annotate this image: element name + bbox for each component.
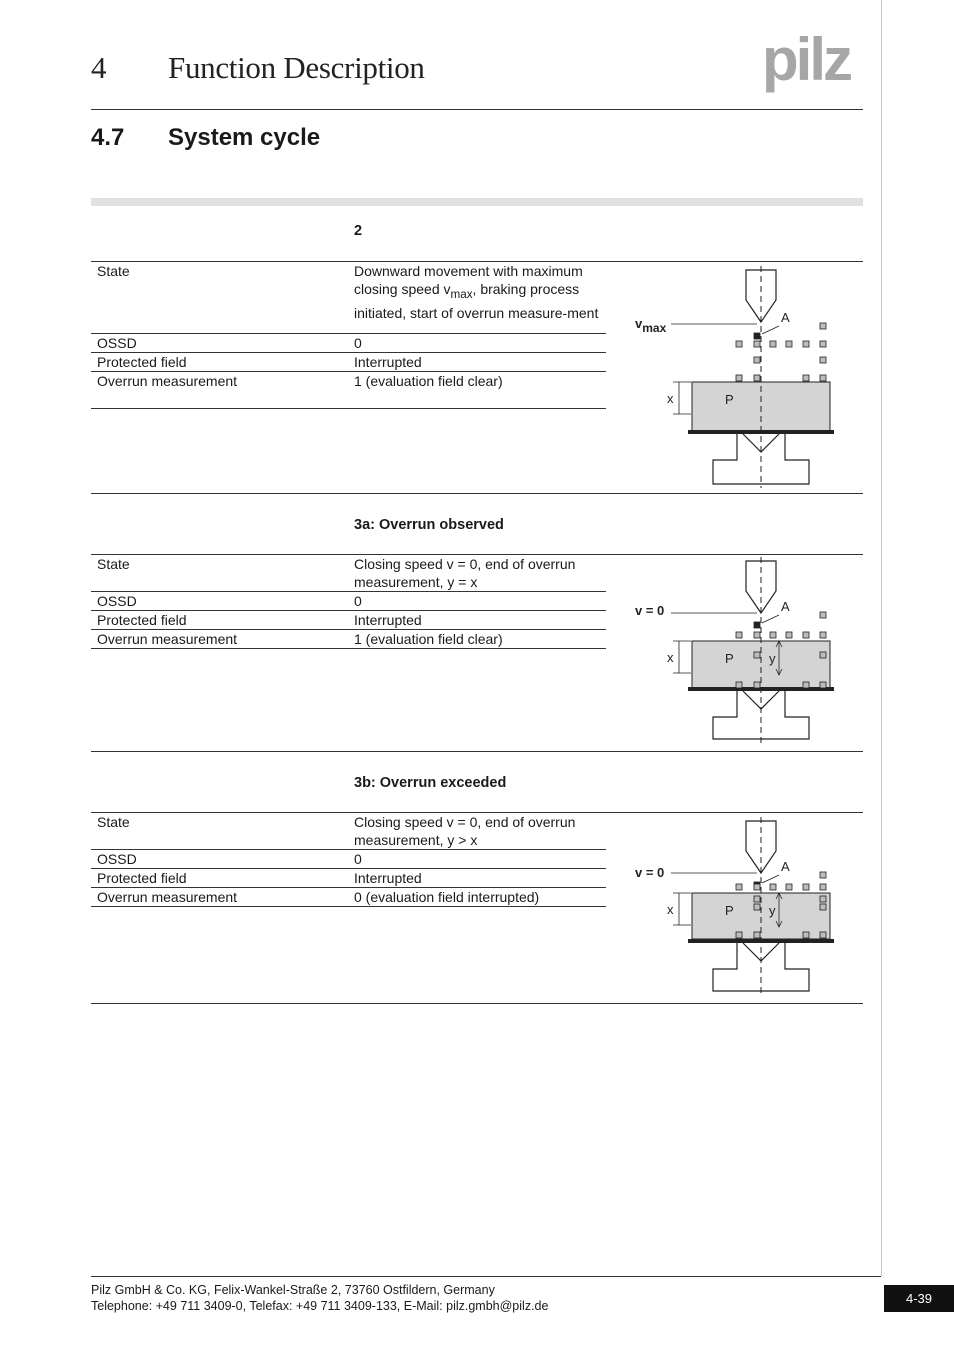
press-brake-diagram bbox=[631, 266, 841, 491]
row-label: OSSD bbox=[97, 851, 137, 867]
beam-sensor-square bbox=[754, 333, 760, 339]
beam-sensor-square bbox=[736, 375, 742, 381]
beam-sensor-square bbox=[754, 904, 760, 910]
table-row-state bbox=[91, 813, 606, 850]
table-row-ossd bbox=[91, 334, 606, 353]
row-label: State bbox=[97, 263, 130, 279]
row-value: 1 (evaluation field clear) bbox=[354, 373, 503, 389]
row-label: Protected field bbox=[97, 870, 187, 886]
row-value: Interrupted bbox=[354, 870, 422, 886]
label-a-leader bbox=[762, 326, 779, 334]
label-x: x bbox=[667, 650, 674, 665]
row-value: Interrupted bbox=[354, 354, 422, 370]
row-value: Interrupted bbox=[354, 612, 422, 628]
label-y: y bbox=[769, 903, 776, 918]
label-a: A bbox=[781, 310, 790, 325]
logo-text: pilz bbox=[762, 26, 850, 93]
speed-label: v = 0 bbox=[635, 603, 665, 618]
beam-sensor-square bbox=[820, 932, 826, 938]
section-number: 4.7 bbox=[91, 124, 125, 151]
table-row-overrun bbox=[91, 630, 606, 649]
beam-sensor-square bbox=[754, 932, 760, 938]
beam-sensor-square bbox=[820, 612, 826, 618]
beam-sensor-square bbox=[754, 622, 760, 628]
table-row-ossd bbox=[91, 850, 606, 869]
beam-sensor-square bbox=[786, 341, 792, 347]
beam-sensor-square bbox=[820, 904, 826, 910]
row-value: Closing speed v = 0, end of overrun measurement, y > x bbox=[354, 814, 576, 848]
label-x: x bbox=[667, 902, 674, 917]
footer-contact: Telephone: +49 711 3409-0, Telefax: +49 711 3409-133, E-Mail: pilz.gmbh@pilz.de bbox=[91, 1299, 549, 1313]
row-value: 0 bbox=[354, 851, 362, 867]
beam-sensor-square bbox=[786, 632, 792, 638]
row-value: 0 (evaluation field interrupted) bbox=[354, 889, 540, 905]
table-row-protected-field bbox=[91, 869, 606, 888]
beam-sensor-square bbox=[820, 652, 826, 658]
beam-sensor-square bbox=[803, 682, 809, 688]
table-row-ossd bbox=[91, 592, 606, 611]
beam-sensor-square bbox=[754, 652, 760, 658]
row-value: 0 bbox=[354, 593, 362, 609]
beam-sensor-square bbox=[736, 682, 742, 688]
speed-subscript: max bbox=[642, 321, 667, 335]
row-label: State bbox=[97, 814, 130, 830]
beam-sensor-square bbox=[803, 884, 809, 890]
block-bottom-rule bbox=[91, 751, 863, 752]
label-a: A bbox=[781, 599, 790, 614]
label-a-leader bbox=[762, 875, 779, 883]
row-value: 0 bbox=[354, 335, 362, 351]
beam-sensor-square bbox=[770, 341, 776, 347]
row-label: OSSD bbox=[97, 335, 137, 351]
beam-sensor-square bbox=[754, 884, 760, 890]
beam-sensor-square bbox=[803, 632, 809, 638]
section-title: System cycle bbox=[168, 124, 321, 151]
row-value: Closing speed v = 0, end of overrun measurement, y = x bbox=[354, 556, 576, 590]
beam-sensor-square bbox=[820, 357, 826, 363]
beam-sensor-square bbox=[820, 682, 826, 688]
beam-sensor-square bbox=[803, 341, 809, 347]
block-heading: 3b: Overrun exceeded bbox=[354, 775, 507, 791]
beam-sensor-square bbox=[754, 341, 760, 347]
header-divider bbox=[91, 109, 863, 110]
row-label: OSSD bbox=[97, 593, 137, 609]
table-row-state bbox=[91, 262, 606, 334]
row-label: Overrun measurement bbox=[97, 889, 238, 905]
row-label: State bbox=[97, 556, 130, 572]
beam-sensor-square bbox=[820, 323, 826, 329]
label-a-leader bbox=[762, 615, 779, 623]
beam-sensor-square bbox=[754, 632, 760, 638]
beam-sensor-square bbox=[786, 884, 792, 890]
block-heading: 3a: Overrun observed bbox=[354, 517, 504, 533]
table-row-state bbox=[91, 555, 606, 592]
block-heading: 2 bbox=[354, 223, 363, 239]
label-x: x bbox=[667, 391, 674, 406]
block-bottom-rule bbox=[91, 493, 863, 494]
beam-sensor-square bbox=[820, 341, 826, 347]
beam-sensor-square bbox=[754, 357, 760, 363]
row-value: 1 (evaluation field clear) bbox=[354, 631, 503, 647]
beam-sensor-square bbox=[736, 632, 742, 638]
beam-sensor-square bbox=[770, 632, 776, 638]
beam-sensor-square bbox=[820, 896, 826, 902]
beam-sensor-square bbox=[803, 932, 809, 938]
beam-sensor-square bbox=[736, 932, 742, 938]
block-bottom-rule bbox=[91, 1003, 863, 1004]
pilz-logo bbox=[746, 26, 866, 96]
row-value: Downward movement with maximum closing speed $v_{max}$, braking process initiated, start of overrun measure-ment bbox=[354, 263, 599, 321]
section-band bbox=[91, 198, 863, 206]
page-number-badge: 4-39 bbox=[884, 1285, 954, 1312]
footer-divider bbox=[91, 1276, 881, 1277]
table-row-overrun bbox=[91, 372, 606, 409]
label-p: P bbox=[725, 651, 734, 666]
table-row-protected-field bbox=[91, 353, 606, 372]
footer-address: Pilz GmbH & Co. KG, Felix-Wankel-Straße 2, 73760 Ostfildern, Germany bbox=[91, 1283, 495, 1297]
speed-label: vmax bbox=[635, 316, 667, 335]
beam-sensor-square bbox=[736, 884, 742, 890]
label-y: y bbox=[769, 651, 776, 666]
beam-sensor-square bbox=[754, 375, 760, 381]
label-p: P bbox=[725, 392, 734, 407]
press-brake-diagram bbox=[631, 557, 841, 749]
beam-sensor-square bbox=[820, 375, 826, 381]
press-brake-diagram bbox=[631, 817, 841, 997]
beam-sensor-square bbox=[820, 872, 826, 878]
row-label: Protected field bbox=[97, 354, 187, 370]
beam-sensor-square bbox=[736, 341, 742, 347]
row-label: Protected field bbox=[97, 612, 187, 628]
table-row-overrun bbox=[91, 888, 606, 907]
beam-sensor-square bbox=[820, 632, 826, 638]
beam-sensor-square bbox=[803, 375, 809, 381]
row-label: Overrun measurement bbox=[97, 373, 238, 389]
right-margin-rule bbox=[881, 0, 882, 1276]
chapter-title: Function Description bbox=[168, 50, 425, 85]
label-p: P bbox=[725, 903, 734, 918]
beam-sensor-square bbox=[770, 884, 776, 890]
beam-sensor-square bbox=[754, 682, 760, 688]
table-row-protected-field bbox=[91, 611, 606, 630]
beam-sensor-square bbox=[820, 884, 826, 890]
row-label: Overrun measurement bbox=[97, 631, 238, 647]
chapter-number: 4 bbox=[91, 50, 107, 85]
beam-sensor-square bbox=[754, 896, 760, 902]
speed-label: v = 0 bbox=[635, 865, 665, 880]
label-a: A bbox=[781, 859, 790, 874]
